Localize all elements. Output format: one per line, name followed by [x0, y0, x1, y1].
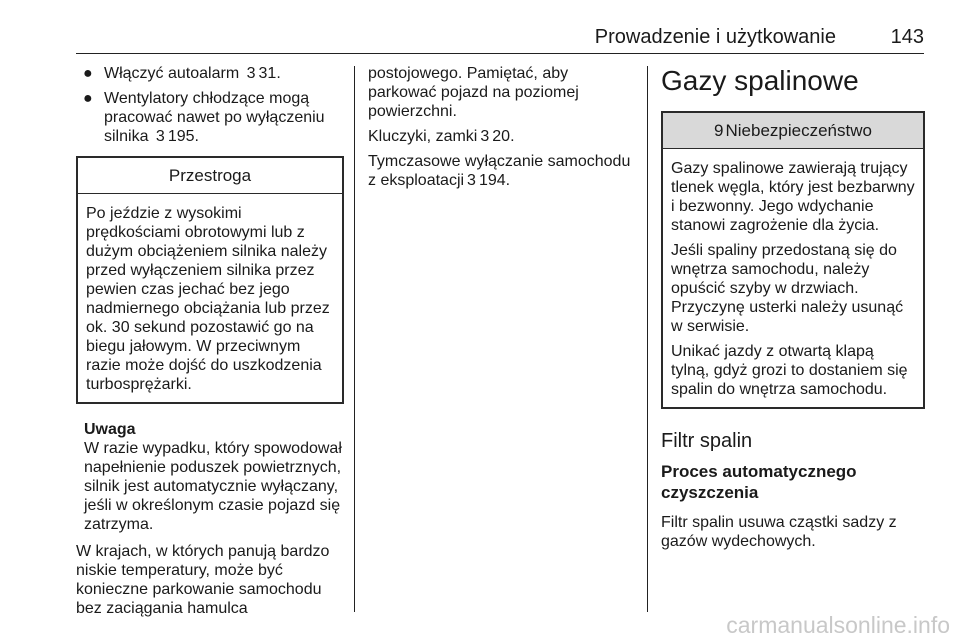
- paragraph: Filtr spalin usuwa cząstki sadzy z gazów wydechowych.: [661, 514, 897, 550]
- caution-box: [76, 156, 344, 404]
- paragraph: [368, 152, 636, 190]
- note-block: [76, 420, 344, 534]
- subsection-heading: Filtr spalin: [661, 430, 753, 452]
- section-heading: Gazy spalinowe: [661, 65, 859, 96]
- cross-ref-text: Tymczasowe wyłączanie samochodu z eksploatacji: [368, 153, 631, 189]
- subsubsection-heading: Proces automatycznego czyszczenia: [661, 462, 857, 502]
- note-label: Uwaga: [84, 421, 136, 438]
- note-text: W razie wypadku, który spowodował napełnienie poduszek powietrznych, silnik jest automatycznie wyłączany, jeśli w określonym czasie pojazd się zatrzyma.: [84, 440, 342, 533]
- cross-ref-text: Kluczyki, zamki: [368, 128, 478, 145]
- paragraph: W krajach, w których panują bardzo niskie temperatury, może być konieczne parkowanie samochodu bez zaciągania hamulca: [76, 543, 330, 617]
- warning-icon: 9: [714, 121, 724, 140]
- list-item: [76, 64, 344, 83]
- danger-box: [661, 111, 925, 409]
- list-item-text: Włączyć autoalarm: [104, 65, 240, 82]
- watermark: carmanualsonline.info: [726, 612, 950, 638]
- column-2: [368, 64, 636, 196]
- page-ref-arrow-icon: 3: [467, 172, 476, 189]
- danger-text: Gazy spalinowe zawierają trujący tlenek węgla, który jest bezbarwny i bezwonny. Jego wdychanie stanowi zagrożenie dla życia.: [671, 160, 915, 234]
- list-item-text: Wentylatory chłodzące mogą pracować nawet po wyłączeniu silnika: [104, 90, 325, 145]
- column-1: [76, 64, 344, 624]
- column-divider-1: [354, 66, 355, 612]
- page-ref-arrow-icon: 3: [480, 128, 490, 145]
- bullet-icon: ●: [83, 65, 93, 82]
- caution-title: Przestroga: [78, 158, 342, 194]
- page-ref[interactable]: 20.: [492, 128, 515, 145]
- page-ref-arrow-icon: 3: [155, 128, 165, 145]
- column-3: [661, 64, 925, 557]
- danger-text: Jeśli spaliny przedostaną się do wnętrza samochodu, należy opuścić szyby w drzwiach. Przyczynę usterki należy usunąć w serwisie.: [671, 242, 904, 335]
- caution-text: Po jeździe z wysokimi prędkościami obrotowymi lub z dużym obciążeniem silnika należy przed wyłączeniem silnika przez pewien czas jechać bez jego nadmiernego obciążania lub przez ok. 30 sekund pozostawić go na biegu jałowym. W przeciwnym razie może dojść do uszkodzenia turbosprężarki.: [86, 205, 330, 393]
- page-ref[interactable]: 195.: [167, 128, 199, 145]
- list-item: [76, 89, 344, 146]
- column-divider-2: [647, 66, 648, 612]
- paragraph: postojowego. Pamiętać, aby parkować pojazd na poziomej powierzchni.: [368, 65, 579, 120]
- danger-header: [663, 113, 923, 149]
- danger-text: Unikać jazdy z otwartą klapą tylną, gdyż grozi to dostaniem się spalin do wnętrza samochodu.: [671, 343, 908, 398]
- danger-title: Niebezpieczeństwo: [725, 121, 872, 140]
- page-ref-arrow-icon: 3: [246, 65, 256, 82]
- bullet-icon: ●: [83, 90, 93, 107]
- paragraph: [368, 127, 636, 146]
- page-header: [76, 22, 924, 54]
- page-ref[interactable]: 194.: [478, 172, 511, 189]
- page-number: 143: [890, 26, 924, 48]
- page-ref[interactable]: 31.: [258, 65, 281, 82]
- header-title: Prowadzenie i użytkowanie: [594, 26, 836, 48]
